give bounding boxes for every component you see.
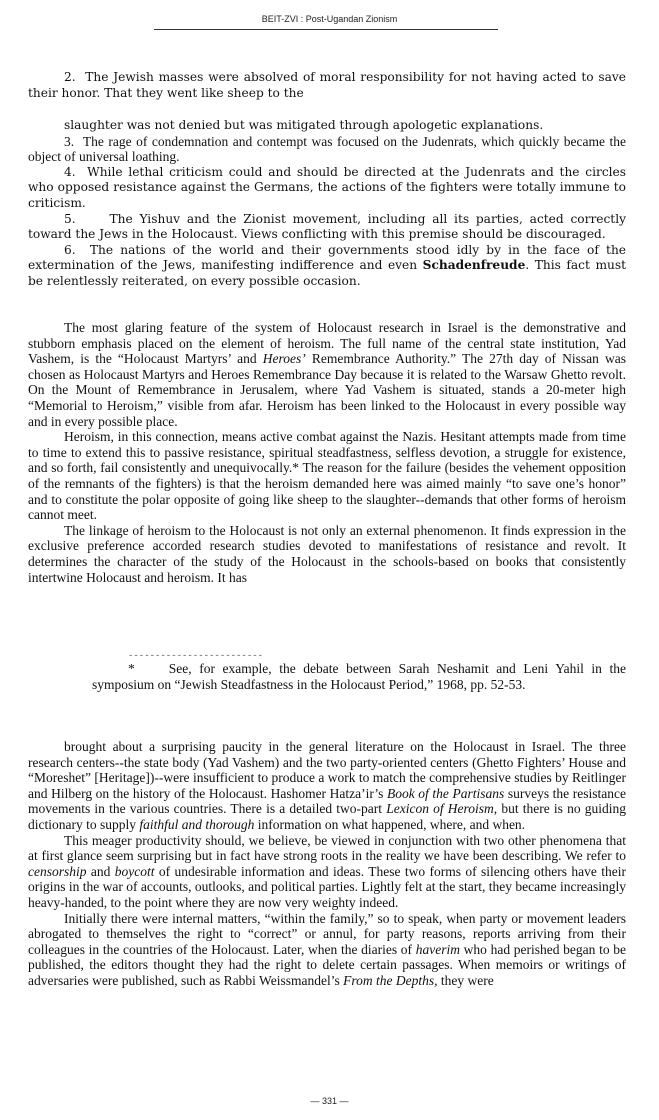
list-item-6: 6. The nations of the world and their governments stood idly by in the face of the extermination of the Jews, manifesting indifference and even Schadenfreude. This fact must be relentlessly reiterated, on every possible occasion.	[28, 242, 627, 288]
numbered-list-cont	[28, 118, 626, 290]
bold-term: Schadenfreude	[422, 258, 526, 273]
main-body	[28, 320, 626, 585]
paragraph-literature-paucity: brought about a surprising paucity in the general literature on the Holocaust in Israel. The three research centers--the state body (Yad Vashem) and the two party-oriented centers (Ghetto Fighters’ House and “Moreshet” [Heritage])--were insufficient to produce a work to match the comprehensive studies by Reitlinger and Hilberg on the history of the Holocaust. Hashomer Hatza’ir’s Book of the Partisans surveys the resistance movements in the various countries. There is a detailed two-part Lexicon of Heroism, but there is no guiding dictionary to supply faithful and thorough information on what happened, where, and when.	[28, 739, 626, 832]
page-number: — 331 —	[310, 1096, 349, 1106]
running-header: BEIT-ZVI : Post-Ugandan Zionism	[261, 14, 398, 24]
continuation-body	[28, 739, 626, 989]
list-item-4: 4. While lethal criticism could and should be directed at the Judenrats and the circles who opposed resistance against the Germans, the actions of the fighters were totally immune to criticism.	[28, 164, 627, 210]
list-item-2: 2. The Jewish masses were absolved of moral responsibility for not having acted to save their honor. That they went like sheep to the	[28, 70, 627, 100]
list-item-2-continued: slaughter was not denied but was mitigated through apologetic explanations.	[64, 118, 544, 132]
header-rule	[154, 29, 498, 30]
paragraph-heroism-definition: Heroism, in this connection, means active combat against the Nazis. Hesitant attempts made from time to time to extend this to passive resistance, spiritual steadfastness, selfless devotion, a struggle for existence, and so forth, fail consistently and unequivocally.* The reason for the failure (besides the vehement opposition of the remnants of the fighters) is that the heroism demanded here was aimed mainly “to save one’s honor” and to constitute the polar opposite of going like sheep to the slaughter--demands that other forms of heroism cannot meet.	[28, 429, 626, 523]
footnote	[92, 661, 626, 692]
footnote-separator: -------------------------	[128, 651, 264, 661]
list-item-5: 5. The Yishuv and the Zionist movement, including all its parties, acted correctly toward the Jews in the Holocaust. Views conflicting with this premise should be discouraged.	[28, 211, 626, 242]
paragraph-censorship-boycott: This meager productivity should, we believe, be viewed in conjunction with two other phenomena that at first glance seem surprising but in fact have strong roots in the reality we have been describing. We refer to censorship and boycott of undesirable information and ideas. These two forms of silencing others have their origins in the war of accounts, outlooks, and political parties. Lightly felt at the start, they became increasingly heavy-handed, to the point where they are now very weighty indeed.	[28, 832, 627, 910]
footnote-marker: *	[128, 661, 135, 676]
list-item-3: 3. The rage of condemnation and contempt was focused on the Judenrats, which quickly became the object of universal loathing.	[28, 133, 626, 165]
paragraph-heroism-emphasis: The most glaring feature of the system of Holocaust research in Israel is the demonstrative and stubborn emphasis placed on the element of heroism. The full name of the central state institution, Yad Vashem, is the “Holocaust Martyrs’ and Heroes’ Remembrance Authority.” The 27th day of Nissan was chosen as Holocaust Martyrs and Heroes Remembrance Day because it is related to the Warsaw Ghetto revolt. On the Mount of Remembrance in Jerusalem, where Yad Vashem is situated, stands a 20-meter high “Memorial to Heroism,” visible from afar. Heroism has been linked to the Holocaust in every possible way and in every possible place.	[28, 320, 626, 429]
paragraph-heroism-linkage: The linkage of heroism to the Holocaust is not only an external phenomenon. It finds expression in the exclusive preference accorded research studies devoted to manifestations of resistance and revolt. It determines the character of the study of the Holocaust in the schools-based on books that consistently intertwine Holocaust and heroism. It has	[28, 522, 626, 585]
footnote-text: See, for example, the debate between Sarah Neshamit and Leni Yahil in the symposium on “Jewish Steadfastness in the Holocaust Period,” 1968, pp. 52-53.	[92, 661, 626, 692]
numbered-list	[28, 70, 626, 101]
paragraph-internal-matters: Initially there were internal matters, “within the family,” so to speak, when party or movement leaders abrogated to themselves the right to “correct” or annul, for party reasons, reports arriving from their colleagues in the countries of the Holocaust. Later, when the diaries of haverim who had perished began to be published, the editors thought they had the right to delete certain passages. When memoirs or writings of adversaries were published, such as Rabbi Weissmandel’s From the Depths, they were	[28, 910, 627, 988]
